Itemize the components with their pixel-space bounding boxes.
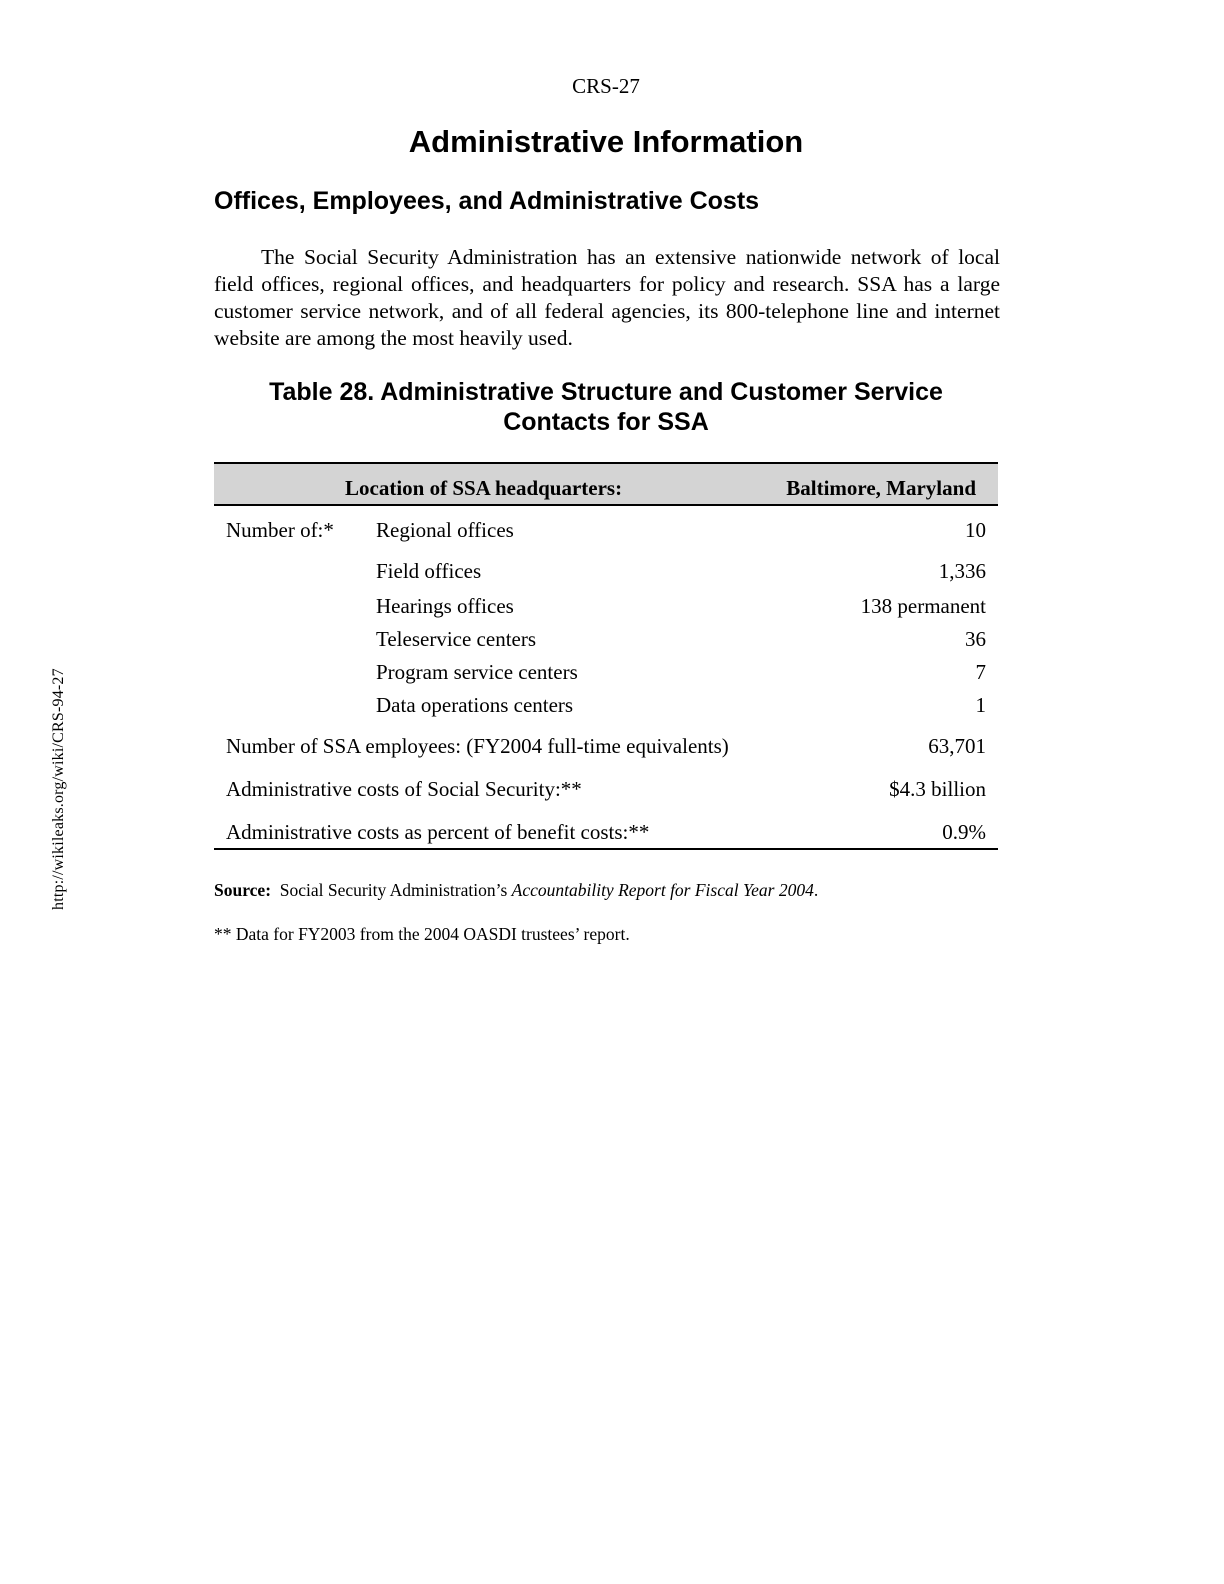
table-footnote: ** Data for FY2003 from the 2004 OASDI trustees’ report. <box>214 924 630 944</box>
row-label: Data operations centers <box>376 693 574 717</box>
row-label: Administrative costs as percent of benefit costs:** <box>226 820 650 844</box>
section-title: Administrative Information <box>408 124 804 159</box>
source-end: . <box>813 880 819 900</box>
table-source <box>214 880 818 901</box>
row-label: Teleservice centers <box>376 627 537 651</box>
table-caption <box>214 377 998 437</box>
row-value: 63,701 <box>928 734 986 758</box>
row-value: $4.3 billion <box>889 777 986 801</box>
group-label: Number of:* <box>226 518 334 542</box>
table-caption-line1: Table 28. Administrative Structure and Customer Service <box>269 378 943 406</box>
body-paragraph <box>214 244 1000 352</box>
header-label: Location of SSA headquarters: <box>345 476 623 500</box>
row-value: 138 permanent <box>860 594 986 618</box>
source-label: Source: <box>214 880 272 900</box>
row-value: 36 <box>965 627 986 651</box>
row-label: Regional offices <box>376 518 514 542</box>
row-label: Number of SSA employees: (FY2004 full-time equivalents) <box>226 734 729 758</box>
table-header-row <box>214 462 998 506</box>
table-bottom-rule <box>214 848 998 850</box>
table-caption-line2: Contacts for SSA <box>503 408 709 436</box>
side-url-watermark: http://wikileaks.org/wiki/CRS-94-27 <box>50 668 67 910</box>
source-text: Social Security Administration’s <box>279 880 508 900</box>
header-value: Baltimore, Maryland <box>786 476 976 500</box>
row-label: Hearings offices <box>376 594 514 618</box>
row-label: Program service centers <box>376 660 578 684</box>
source-title: Accountability Report for Fiscal Year 2004 <box>511 880 814 900</box>
admin-structure-table <box>214 462 998 844</box>
row-value: 7 <box>975 660 986 684</box>
row-value: 1,336 <box>938 559 986 583</box>
page-number: CRS-27 <box>572 74 640 98</box>
row-value: 1 <box>975 693 986 717</box>
row-value: 10 <box>965 518 986 542</box>
subsection-title: Offices, Employees, and Administrative Costs <box>214 187 760 215</box>
row-label: Administrative costs of Social Security:** <box>226 777 582 801</box>
row-label: Field offices <box>376 559 482 583</box>
paragraph-text: The Social Security Administration has an extensive nationwide network of local field offices, regional offices, and headquarters for policy and research. SSA has a large customer service network, and of all federal agencies, its 800-telephone line and internet website are among the most heavily used. <box>214 245 1000 350</box>
row-value: 0.9% <box>942 820 986 844</box>
